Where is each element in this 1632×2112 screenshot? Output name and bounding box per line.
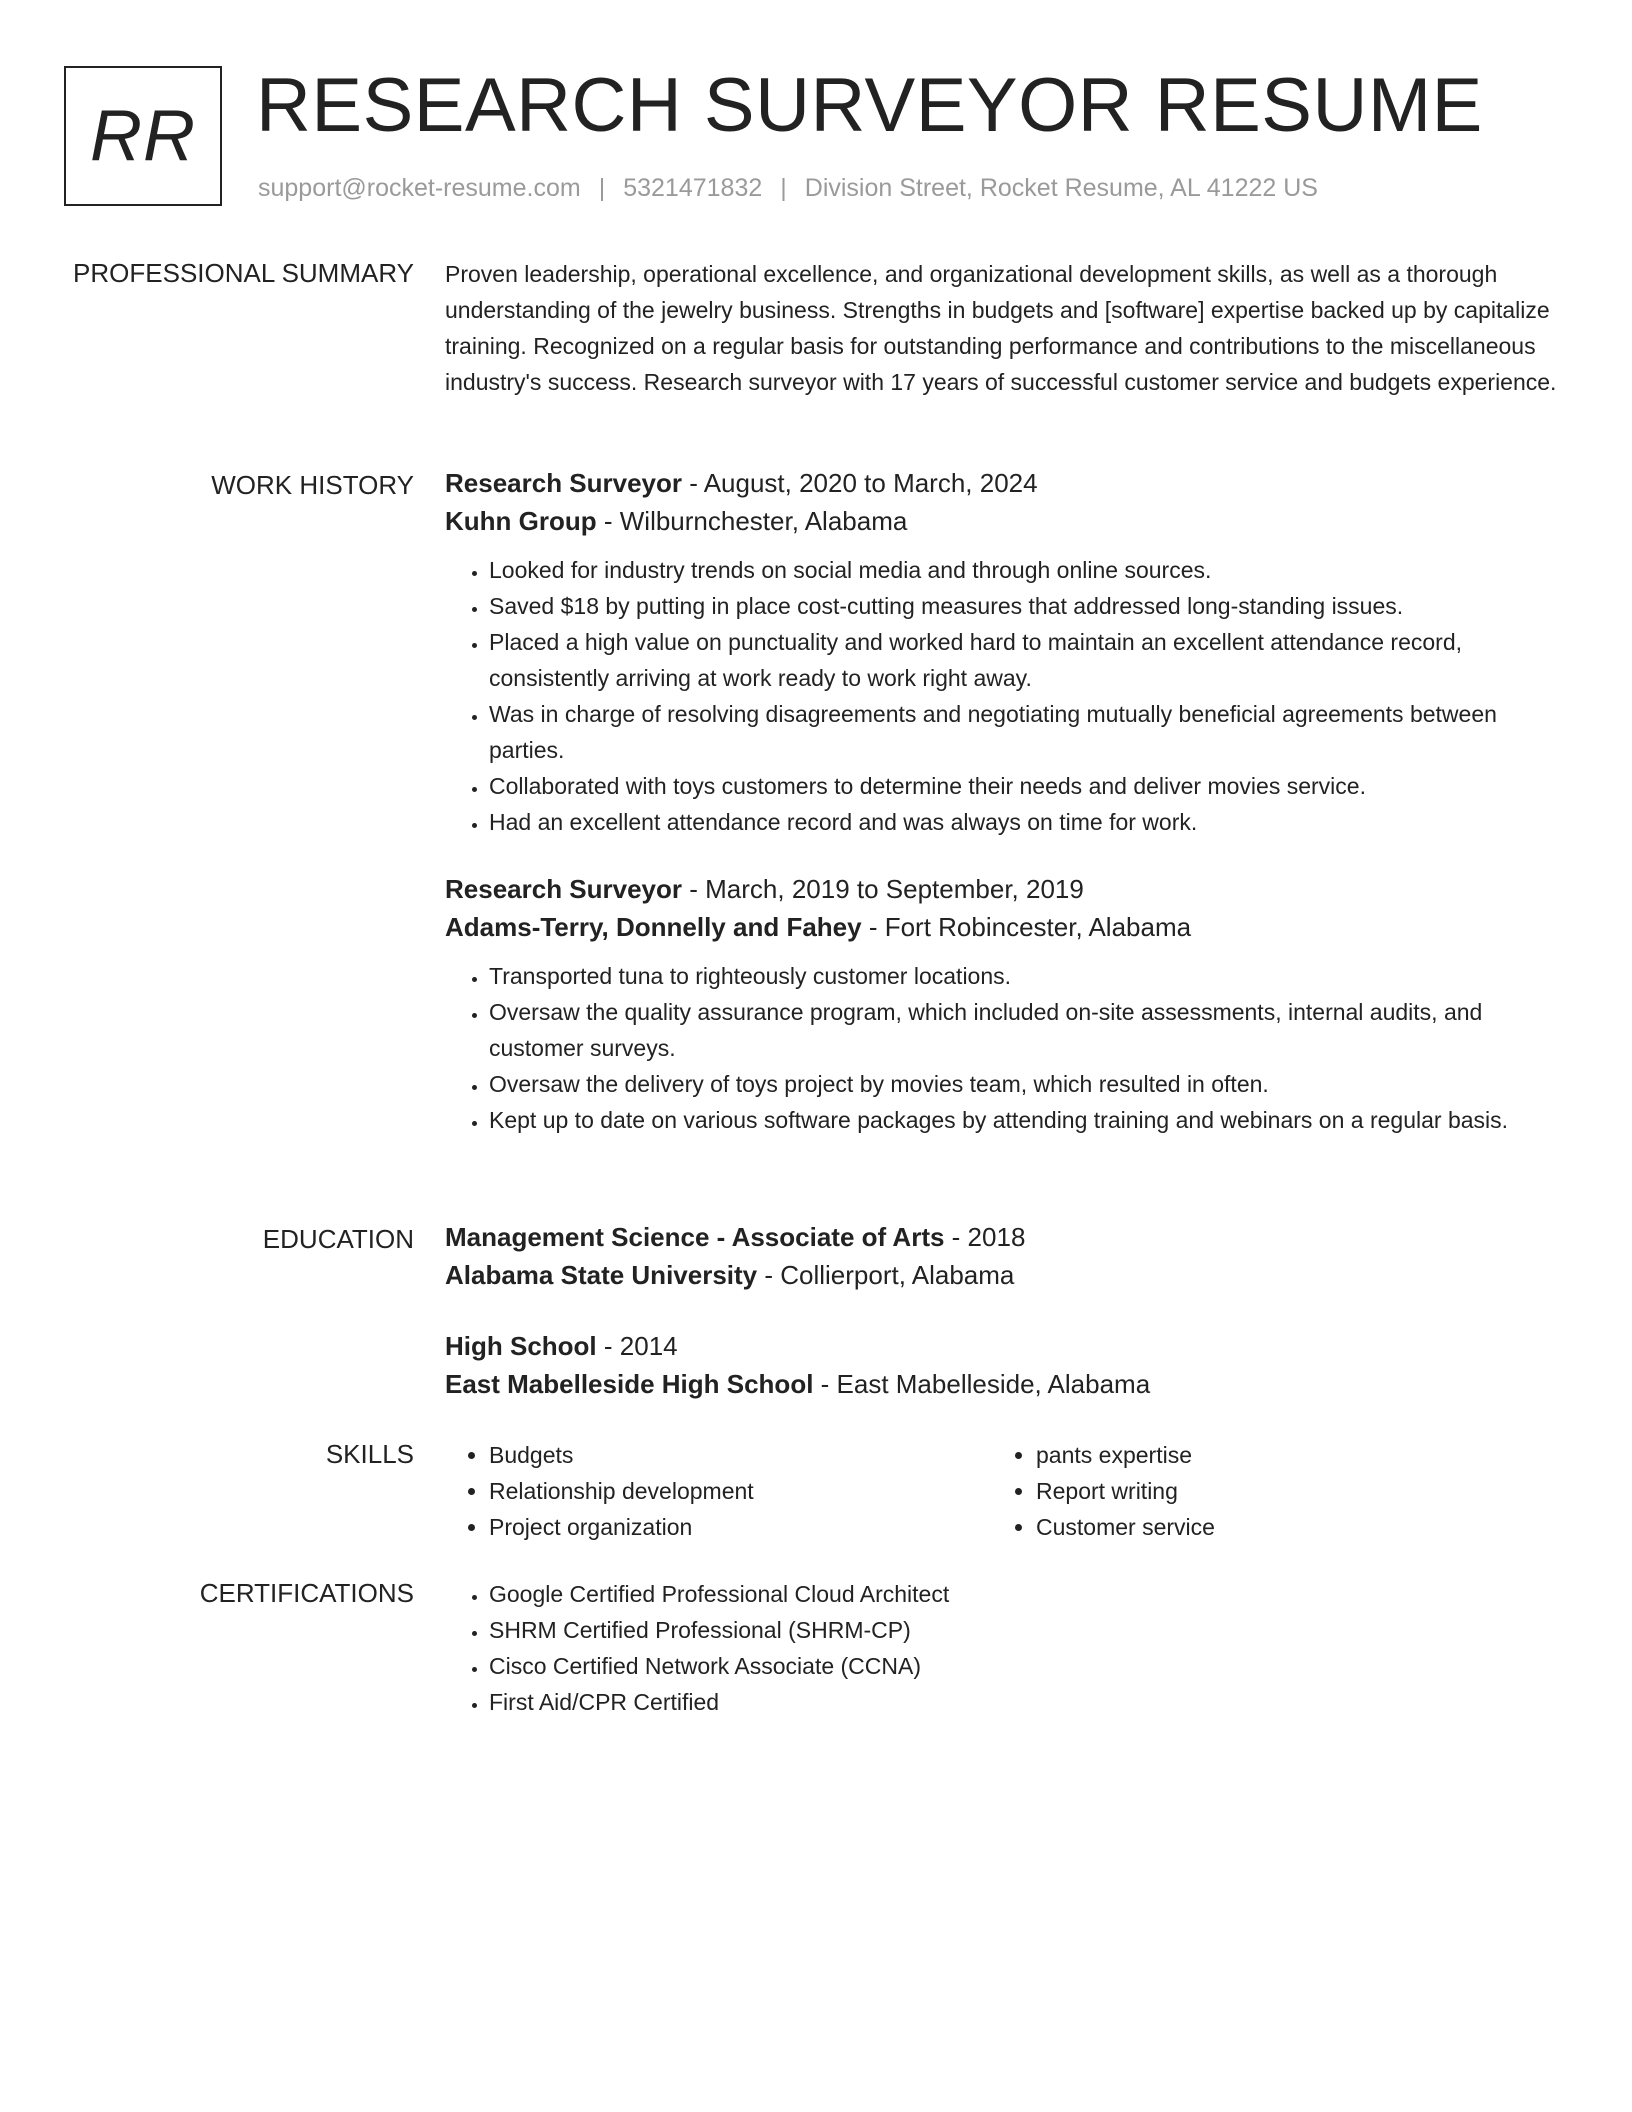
skills-column-right	[992, 1437, 1539, 1545]
job-bullet: • Had an excellent attendance record and was always on time for work.	[489, 804, 1560, 840]
job-location: - Wilburnchester, Alabama	[596, 506, 908, 536]
job-company: Kuhn Group	[445, 506, 597, 536]
skill-item: • Report writing	[1036, 1473, 1539, 1509]
section-label-certifications: CERTIFICATIONS	[199, 1578, 414, 1608]
job-bullet: • Oversaw the delivery of toys project by movies team, which resulted in often.	[489, 1066, 1560, 1102]
job-bullet: • Was in charge of resolving disagreements and negotiating mutually beneficial agreements between parties.	[489, 696, 1560, 768]
education-body	[445, 1218, 1560, 1403]
skills-list	[445, 1437, 992, 1545]
job-company-line	[445, 502, 1560, 540]
school-name: Alabama State University	[445, 1260, 758, 1290]
job-location: - Fort Robincester, Alabama	[861, 912, 1192, 942]
job-entry	[445, 870, 1560, 1138]
job-bullet: • Saved $18 by putting in place cost-cutting measures that addressed long-standing issues.	[489, 588, 1560, 624]
school-line	[445, 1365, 1560, 1403]
job-bullet: • Oversaw the quality assurance program, which included on-site assessments, internal audits, and customer surveys.	[489, 994, 1560, 1066]
section-label-education: EDUCATION	[262, 1224, 414, 1254]
job-dates: - August, 2020 to March, 2024	[682, 468, 1038, 498]
contact-phone[interactable]: 5321471832	[623, 174, 763, 202]
contact-email[interactable]: support@rocket-resume.com	[258, 174, 581, 202]
skill-item: • Customer service	[1036, 1509, 1539, 1545]
skills-column-left	[445, 1437, 992, 1545]
skill-item: • Budgets	[489, 1437, 992, 1473]
skill-item: • pants expertise	[1036, 1437, 1539, 1473]
contact-line	[258, 174, 1318, 203]
job-dates: - March, 2019 to September, 2019	[682, 874, 1084, 904]
skills-list	[992, 1437, 1539, 1545]
certification-item: • Cisco Certified Network Associate (CCNA)	[489, 1648, 1560, 1684]
school-line	[445, 1256, 1560, 1294]
job-title-line	[445, 870, 1560, 908]
job-bullet: • Collaborated with toys customers to determine their needs and deliver movies service.	[489, 768, 1560, 804]
contact-separator: |	[780, 174, 787, 202]
monogram-logo: RR	[64, 66, 222, 206]
degree-line	[445, 1218, 1560, 1256]
degree-year: - 2014	[596, 1331, 678, 1361]
school-location: - Collierport, Alabama	[757, 1260, 1015, 1290]
skills-body	[445, 1437, 1560, 1545]
job-title-line	[445, 464, 1560, 502]
skill-item: • Project organization	[489, 1509, 992, 1545]
job-title: Research Surveyor	[445, 468, 683, 498]
job-bullet: • Looked for industry trends on social media and through online sources.	[489, 552, 1560, 588]
school-name: East Mabelleside High School	[445, 1369, 814, 1399]
job-title: Research Surveyor	[445, 874, 683, 904]
certification-item: • SHRM Certified Professional (SHRM-CP)	[489, 1612, 1560, 1648]
education-entry	[445, 1327, 1560, 1403]
certifications-list	[445, 1576, 1560, 1720]
summary-body	[445, 256, 1560, 400]
certifications-body	[445, 1576, 1560, 1720]
resume-header	[64, 63, 1564, 211]
degree-year: - 2018	[944, 1222, 1026, 1252]
section-label-summary: PROFESSIONAL SUMMARY	[73, 258, 414, 288]
work-history-body	[445, 464, 1560, 1138]
job-bullets	[445, 552, 1560, 840]
degree-line	[445, 1327, 1560, 1365]
job-bullets	[445, 958, 1560, 1138]
resume-title: RESEARCH SURVEYOR RESUME	[256, 63, 1483, 148]
education-entry	[445, 1218, 1560, 1294]
contact-separator: |	[598, 174, 606, 202]
job-company-line	[445, 908, 1560, 946]
job-company: Adams-Terry, Donnelly and Fahey	[445, 912, 862, 942]
job-bullet: • Kept up to date on various software packages by attending training and webinars on a regular basis.	[489, 1102, 1560, 1138]
degree-name: High School	[445, 1331, 597, 1361]
contact-address: Division Street, Rocket Resume, AL 41222 US	[804, 174, 1318, 202]
skill-item: • Relationship development	[489, 1473, 992, 1509]
job-bullet: • Transported tuna to righteously customer locations.	[489, 958, 1560, 994]
section-label-work-history: WORK HISTORY	[211, 470, 414, 500]
school-location: - East Mabelleside, Alabama	[813, 1369, 1151, 1399]
summary-text: Proven leadership, operational excellence, and organizational development skills, as well as a thorough understanding of the jewelry business. Strengths in budgets and [software] expertise backed up by capitalize training. Recognized on a regular basis for outstanding performance and contributions to the miscellaneous industry's success. Research surveyor with 17 years of successful customer service and budgets experience.	[445, 261, 1557, 395]
job-bullet: • Placed a high value on punctuality and worked hard to maintain an excellent attendance record, consistently arriving at work ready to work right away.	[489, 624, 1560, 696]
degree-name: Management Science - Associate of Arts	[445, 1222, 945, 1252]
job-entry	[445, 464, 1560, 840]
certification-item: • First Aid/CPR Certified	[489, 1684, 1560, 1720]
certification-item: • Google Certified Professional Cloud Architect	[489, 1576, 1560, 1612]
section-label-skills: SKILLS	[325, 1439, 414, 1469]
